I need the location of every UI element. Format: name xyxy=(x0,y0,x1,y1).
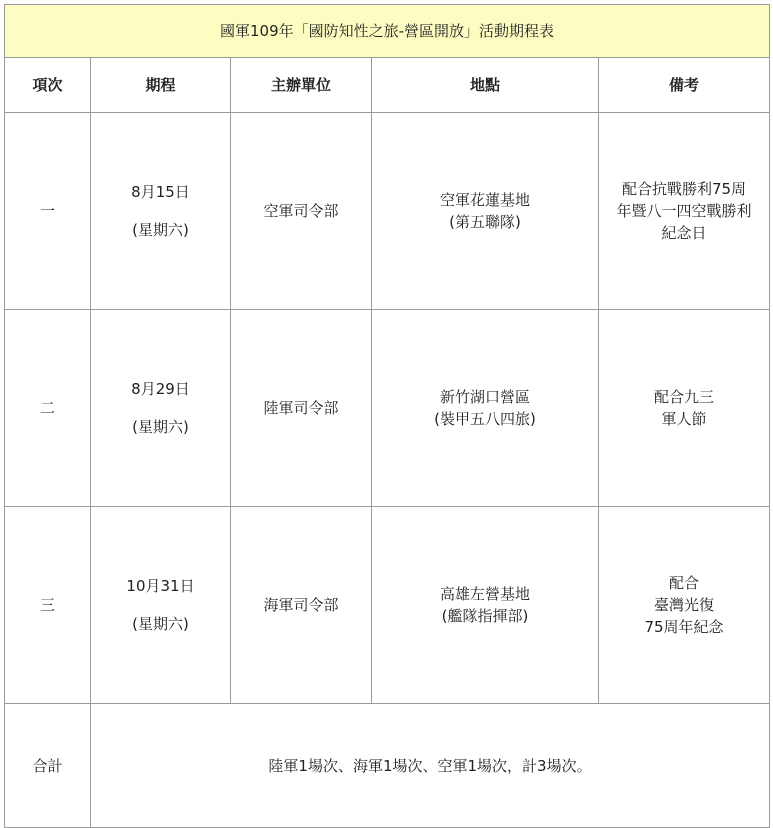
row-note-line: 配合抗戰勝利75周 xyxy=(621,180,747,198)
row-date-cell xyxy=(91,113,231,310)
table-title: 國軍109年「國防知性之旅-營區開放」活動期程表 xyxy=(5,5,770,58)
row-location-name: 空軍花蓮基地 xyxy=(439,191,530,209)
row-date: 10月31日 xyxy=(126,577,195,595)
header-row xyxy=(5,58,770,113)
header-index: 項次 xyxy=(5,58,91,113)
row-note-line: 紀念日 xyxy=(661,224,707,242)
row-location-cell xyxy=(372,507,599,704)
row-note-line: 臺灣光復 xyxy=(654,596,715,614)
row-location-cell xyxy=(372,310,599,507)
row-weekday: (星期六) xyxy=(132,221,189,239)
row-location-unit: (艦隊指揮部) xyxy=(441,607,529,625)
table-row xyxy=(5,310,770,507)
row-note-line: 軍人節 xyxy=(661,410,707,428)
header-location: 地點 xyxy=(372,58,599,113)
row-location-name: 新竹湖口營區 xyxy=(439,388,530,406)
header-date: 期程 xyxy=(91,58,231,113)
row-note-line: 配合九三 xyxy=(654,388,715,406)
row-date: 8月29日 xyxy=(131,380,190,398)
title-row xyxy=(5,5,770,58)
row-date: 8月15日 xyxy=(131,183,190,201)
row-index: 三 xyxy=(5,507,91,704)
row-note-cell xyxy=(599,310,770,507)
row-date-cell xyxy=(91,507,231,704)
row-index: 二 xyxy=(5,310,91,507)
row-index: 一 xyxy=(5,113,91,310)
row-note-line: 配合 xyxy=(669,574,700,592)
row-location-unit: (第五聯隊) xyxy=(449,213,521,231)
row-location-cell xyxy=(372,113,599,310)
table-row xyxy=(5,507,770,704)
schedule-table xyxy=(4,4,770,828)
total-label: 合計 xyxy=(5,704,91,828)
header-note: 備考 xyxy=(599,58,770,113)
total-row xyxy=(5,704,770,828)
row-note-line: 年暨八一四空戰勝利 xyxy=(616,202,752,220)
row-date-cell xyxy=(91,310,231,507)
row-organizer: 海軍司令部 xyxy=(231,507,372,704)
row-location-unit: (裝甲五八四旅) xyxy=(434,410,536,428)
table-row xyxy=(5,113,770,310)
row-weekday: (星期六) xyxy=(132,418,189,436)
row-location-name: 高雄左營基地 xyxy=(439,585,530,603)
row-organizer: 陸軍司令部 xyxy=(231,310,372,507)
row-organizer: 空軍司令部 xyxy=(231,113,372,310)
header-organizer: 主辦單位 xyxy=(231,58,372,113)
row-note-cell xyxy=(599,507,770,704)
row-note-cell xyxy=(599,113,770,310)
row-note-line: 75周年紀念 xyxy=(644,618,724,636)
row-weekday: (星期六) xyxy=(132,615,189,633)
total-summary: 陸軍1場次、海軍1場次、空軍1場次，計3場次。 xyxy=(91,704,770,828)
